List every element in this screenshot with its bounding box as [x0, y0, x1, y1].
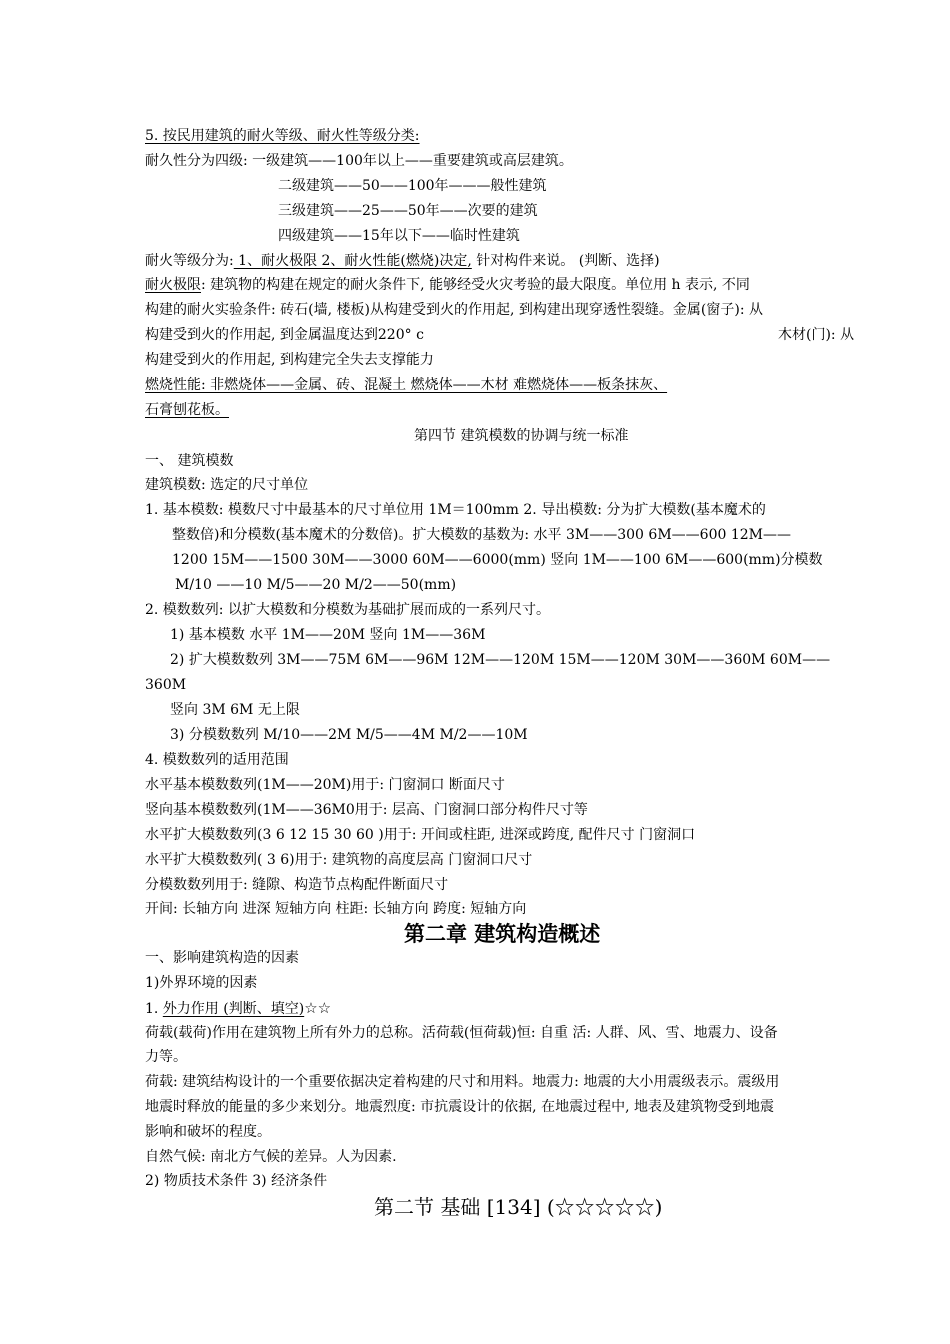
combustion-text: 燃烧性能: 非燃烧体——金属、砖、混凝土 燃烧体——木材 难燃烧体——板条抹灰、	[145, 377, 668, 393]
text-line: 2) 扩大模数数列 3M——75M 6M——96M 12M——120M 15M——120M 30M——360M 60M——	[170, 652, 831, 668]
fire-grade-note: 针对构件来说。 (判断、选择)	[471, 253, 660, 269]
text-line: 开间: 长轴方向 进深 短轴方向 柱距: 长轴方向 跨度: 短轴方向	[145, 901, 527, 917]
text-line: 构建受到火的作用起, 到金属温度达到220° c	[145, 327, 424, 343]
fire-grade-items: 1、耐火极限 2、耐火性能(燃烧)决定,	[233, 253, 472, 269]
text-line: 1. 基本模数: 模数尺寸中最基本的尺寸单位用 1M＝100mm 2. 导出模数: 分为扩大模数(基本魔术的	[145, 502, 766, 518]
text-line: 4. 模数数列的适用范围	[145, 752, 289, 768]
text-line: 荷载: 建筑结构设计的一个重要依据决定着构建的尺寸和用料。地震力: 地震的大小用震级表示。震级用	[145, 1074, 780, 1090]
text-line: 木材(门): 从	[778, 327, 855, 343]
text-line: 构建受到火的作用起, 到构建完全失去支撑能力	[145, 352, 434, 368]
text-line: 荷载(载荷)作用在建筑物上所有外力的总称。活荷载(恒荷载)恒: 自重 活: 人群、风、雪、地震力、设备	[145, 1025, 778, 1041]
text-line: 二级建筑——50——100年———般性建筑	[278, 178, 547, 194]
text-line: 水平基本模数数列(1M——20M)用于: 门窗洞口 断面尺寸	[145, 777, 505, 793]
text-line: 2. 模数数列: 以扩大模数和分模数为基础扩展而成的一系列尺寸。	[145, 602, 550, 618]
heading-fire-rating-text: 5. 按民用建筑的耐火等级、耐火性等级分类:	[145, 128, 420, 144]
text-line-combustion	[145, 375, 667, 395]
section-title-modulus: 第四节 建筑模数的协调与统一标准	[414, 428, 629, 444]
combustion-text-cont: 石膏刨花板。	[145, 402, 229, 418]
heading-fire-rating	[145, 126, 420, 146]
text-line: 整数倍)和分模数(基本魔术的分数倍)。扩大模数的基数为: 水平 3M——300 6M——600 12M——	[172, 527, 791, 543]
text-line-fire-limit	[145, 275, 750, 295]
fire-limit-definition: : 建筑物的构建在规定的耐火条件下, 能够经受火灾考验的最大限度。单位用 h 表示, 不同	[201, 277, 750, 293]
text-line: 地震时释放的能量的多少来划分。地震烈度: 市抗震设计的依据, 在地震过程中, 地表及建筑物受到地震	[145, 1099, 774, 1115]
text-line: 竖向基本模数数列(1M——36M0用于: 层高、门窗洞口部分构件尺寸等	[145, 802, 588, 818]
text-line: 竖向 3M 6M 无上限	[170, 702, 300, 718]
text-line: 力等。	[145, 1049, 187, 1065]
text-line: 构建的耐火实验条件: 砖石(墙, 楼板)从构建受到火的作用起, 到构建出现穿透性裂缝。金属(窗子): 从	[145, 302, 763, 318]
text-line: 水平扩大模数数列(3 6 12 15 30 60 )用于: 开间或柱距, 进深或跨度, 配件尺寸 门窗洞口	[145, 827, 696, 843]
text-line: 三级建筑——25——50年——次要的建筑	[278, 203, 538, 219]
text-line: 耐久性分为四级: 一级建筑——100年以上——重要建筑或高层建筑。	[145, 153, 573, 169]
fire-grade-label: 耐火等级分为:	[145, 253, 234, 269]
text-line-external-force	[145, 998, 331, 1019]
text-line: 建筑模数: 选定的尺寸单位	[145, 477, 309, 493]
text-line: 1)外界环境的因素	[145, 975, 258, 991]
text-line: 四级建筑——15年以下——临时性建筑	[278, 228, 520, 244]
text-line: M/10 ——10 M/5——20 M/2——50(mm)	[175, 577, 457, 593]
text-line: 2) 物质技术条件 3) 经济条件	[145, 1173, 328, 1189]
text-line: 1200 15M——1500 30M——3000 60M——6000(mm) 竖向 1M——100 6M——600(mm)分模数	[172, 552, 823, 568]
external-force-term: 外力作用 (判断、填空)	[162, 1001, 305, 1017]
chapter-title: 第二章 建筑构造概述	[404, 921, 601, 946]
subheading-modulus: 一、 建筑模数	[145, 453, 234, 469]
text-line: 360M	[145, 677, 187, 693]
text-line: 自然气候: 南北方气候的差异。人为因素.	[145, 1149, 397, 1165]
text-line: 1) 基本模数 水平 1M——20M 竖向 1M——36M	[170, 627, 486, 643]
text-line: 一、影响建筑构造的因素	[145, 950, 299, 966]
text-line: 水平扩大模数数列( 3 6)用于: 建筑物的高度层高 门窗洞口尺寸	[145, 852, 533, 868]
external-force-number: 1.	[145, 1001, 163, 1017]
text-line: 分模数数列用于: 缝隙、构造节点构配件断面尺寸	[145, 877, 449, 893]
text-line: 3) 分模数数列 M/10——2M M/5——4M M/2——10M	[170, 727, 528, 743]
star-rating: ☆☆	[304, 999, 332, 1017]
text-line-combustion-cont	[145, 400, 229, 420]
text-line: 影响和破坏的程度。	[145, 1124, 271, 1140]
text-line-fire-grade	[145, 251, 660, 271]
fire-limit-term: 耐火极限	[145, 277, 201, 293]
section-title-foundation: 第二节 基础 [134] (☆☆☆☆☆)	[374, 1195, 663, 1219]
